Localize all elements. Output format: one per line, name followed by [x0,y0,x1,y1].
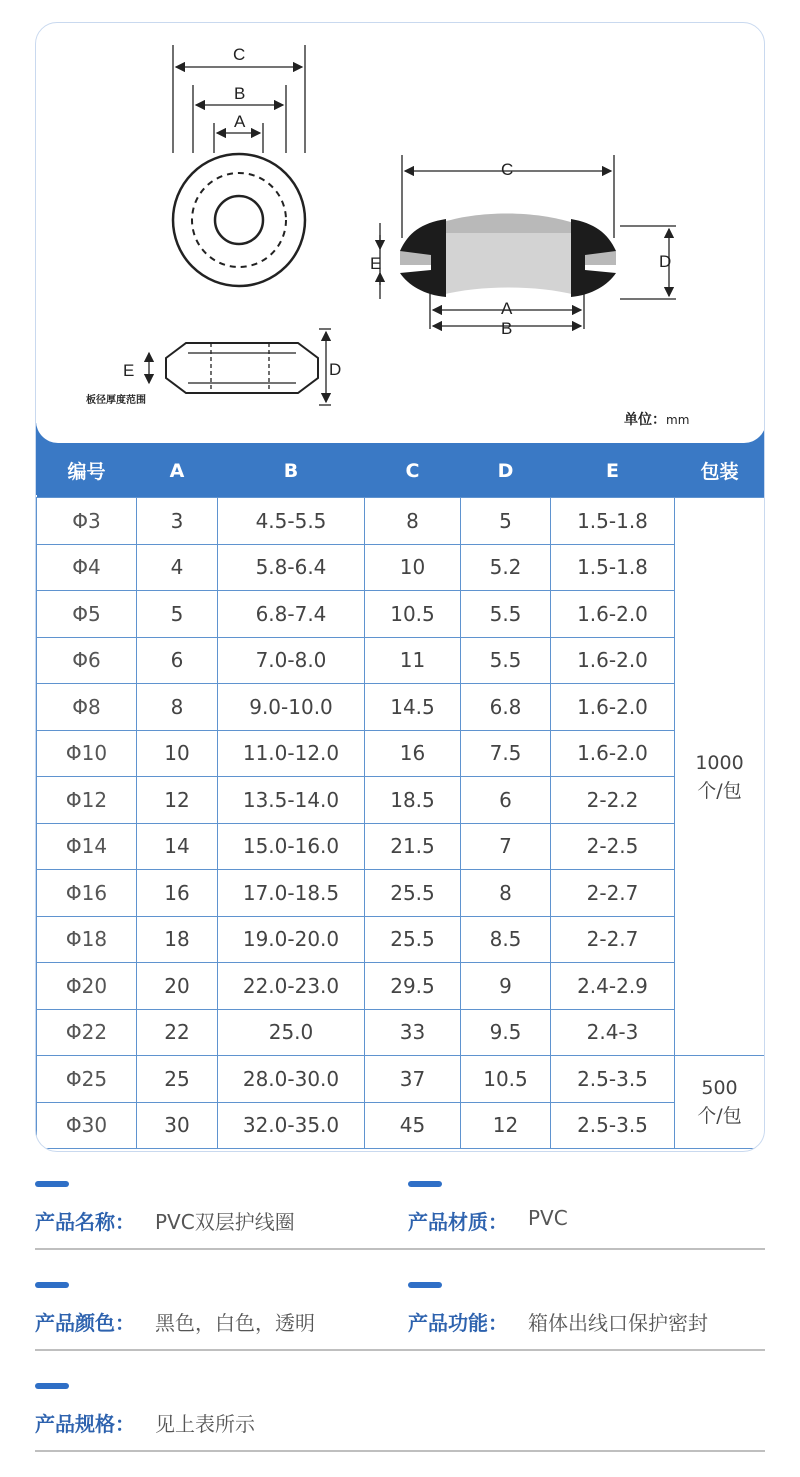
cell-b: 19.0-20.0 [218,916,365,963]
cell-code: Φ4 [37,544,137,591]
cell-e: 1.5-1.8 [551,498,675,545]
cell-d: 9.5 [461,1009,551,1056]
cell-d: 12 [461,1102,551,1149]
label-d-side: D [329,360,342,379]
table-body [37,498,765,1149]
cell-code: Φ3 [37,498,137,545]
accent-bar [35,1383,69,1389]
col-header-e: E [551,444,675,498]
cell-code: Φ25 [37,1056,137,1103]
cell-c: 21.5 [365,823,461,870]
cell-e: 2-2.2 [551,777,675,824]
label-b-section: B [501,319,513,338]
cell-code: Φ14 [37,823,137,870]
cell-a: 22 [137,1009,218,1056]
cell-a: 25 [137,1056,218,1103]
unit-value: mm [666,413,690,427]
cell-code: Φ6 [37,637,137,684]
cell-code: Φ12 [37,777,137,824]
cell-e: 2.5-3.5 [551,1102,675,1149]
cell-e: 2-2.7 [551,916,675,963]
cell-b: 15.0-16.0 [218,823,365,870]
cell-b: 11.0-12.0 [218,730,365,777]
cell-d: 6 [461,777,551,824]
accent-bar [35,1282,69,1288]
cell-c: 37 [365,1056,461,1103]
packing-unit: 个/包 [697,1105,742,1127]
cell-b: 6.8-7.4 [218,591,365,638]
packing-qty: 1000 [695,751,744,774]
packing-unit: 个/包 [697,779,742,802]
col-header-c: C [365,444,461,498]
cell-a: 14 [137,823,218,870]
divider [35,1450,765,1452]
cell-code: Φ16 [37,870,137,917]
cell-a: 8 [137,684,218,731]
cell-code: Φ5 [37,591,137,638]
label-a-top: A [234,112,246,131]
cell-b: 5.8-6.4 [218,544,365,591]
accent-bar [408,1181,442,1187]
table-row [37,1056,765,1103]
table-row [37,544,765,591]
cell-e: 1.6-2.0 [551,637,675,684]
cell-b: 28.0-30.0 [218,1056,365,1103]
table-row [37,637,765,684]
cell-a: 5 [137,591,218,638]
table-row [37,684,765,731]
cell-e: 2-2.5 [551,823,675,870]
table-row [37,730,765,777]
cell-packing [675,498,765,1056]
label-d-section: D [659,252,672,271]
cell-b: 7.0-8.0 [218,637,365,684]
table-row [37,498,765,545]
cell-e: 1.6-2.0 [551,684,675,731]
spec-label: 产品名称： [35,1210,135,1234]
cell-b: 22.0-23.0 [218,963,365,1010]
label-b-top: B [234,84,246,103]
product-card [35,22,765,1152]
spec-row-2 [35,1276,765,1376]
grommet-drawing [36,23,765,443]
table-row [37,823,765,870]
cell-a: 6 [137,637,218,684]
table-row [37,1009,765,1056]
cell-code: Φ18 [37,916,137,963]
cell-a: 30 [137,1102,218,1149]
divider [35,1248,765,1250]
cell-a: 20 [137,963,218,1010]
accent-bar [408,1282,442,1288]
table-row [37,1102,765,1149]
cell-d: 9 [461,963,551,1010]
cell-code: Φ22 [37,1009,137,1056]
cell-d: 5 [461,498,551,545]
unit-note [624,409,689,429]
divider [35,1349,765,1351]
cell-d: 8 [461,870,551,917]
spec-value: 见上表所示 [155,1412,255,1436]
label-c-top: C [233,45,246,64]
col-header-d: D [461,444,551,498]
cell-a: 16 [137,870,218,917]
col-header-code: 编号 [37,444,137,498]
cell-c: 25.5 [365,916,461,963]
table-row [37,963,765,1010]
label-e-section: E [370,254,382,273]
label-c-section: C [501,160,514,179]
spec-value: PVC [528,1206,568,1230]
cell-a: 4 [137,544,218,591]
spec-label: 产品功能： [408,1311,508,1335]
cell-code: Φ8 [37,684,137,731]
col-header-b: B [218,444,365,498]
spec-label: 产品颜色： [35,1311,135,1335]
table-row [37,777,765,824]
spec-label: 产品材质： [408,1210,508,1234]
cell-e: 2-2.7 [551,870,675,917]
cell-c: 10.5 [365,591,461,638]
cell-a: 18 [137,916,218,963]
col-header-packing: 包装 [675,444,765,498]
cell-d: 7 [461,823,551,870]
table-row [37,916,765,963]
spec-row-1 [35,1175,765,1275]
cell-e: 2.4-2.9 [551,963,675,1010]
cell-b: 32.0-35.0 [218,1102,365,1149]
cell-a: 12 [137,777,218,824]
label-a-section: A [501,299,513,318]
cell-a: 3 [137,498,218,545]
cell-d: 5.5 [461,637,551,684]
cell-code: Φ10 [37,730,137,777]
spec-row-3 [35,1377,765,1477]
cell-d: 8.5 [461,916,551,963]
cell-e: 2.5-3.5 [551,1056,675,1103]
label-e-side: E [123,361,135,380]
spec-value: 箱体出线口保护密封 [528,1311,708,1335]
cell-b: 9.0-10.0 [218,684,365,731]
cell-e: 1.6-2.0 [551,730,675,777]
cell-d: 6.8 [461,684,551,731]
cell-d: 5.2 [461,544,551,591]
cell-c: 8 [365,498,461,545]
cell-a: 10 [137,730,218,777]
cell-c: 45 [365,1102,461,1149]
cell-c: 25.5 [365,870,461,917]
cell-b: 4.5-5.5 [218,498,365,545]
spec-value: 黑色，白色，透明 [155,1311,315,1335]
packing-qty: 500 [701,1077,738,1099]
cell-c: 11 [365,637,461,684]
unit-label: 单位： [624,412,666,428]
dimension-diagram [36,23,765,443]
table-header-row [37,444,765,498]
cell-b: 13.5-14.0 [218,777,365,824]
spec-value: PVC双层护线圈 [155,1210,295,1234]
cell-c: 33 [365,1009,461,1056]
cell-c: 18.5 [365,777,461,824]
cell-code: Φ20 [37,963,137,1010]
cell-e: 2.4-3 [551,1009,675,1056]
cell-e: 1.5-1.8 [551,544,675,591]
cell-c: 16 [365,730,461,777]
table-row [37,870,765,917]
cell-b: 25.0 [218,1009,365,1056]
col-header-a: A [137,444,218,498]
cell-e: 1.6-2.0 [551,591,675,638]
panel-thickness-label: 板径厚度范围 [86,395,146,406]
cell-d: 10.5 [461,1056,551,1103]
cell-c: 10 [365,544,461,591]
cell-d: 5.5 [461,591,551,638]
cell-b: 17.0-18.5 [218,870,365,917]
cell-c: 14.5 [365,684,461,731]
cell-c: 29.5 [365,963,461,1010]
spec-label: 产品规格： [35,1412,135,1436]
spec-table [36,444,765,1149]
accent-bar [35,1181,69,1187]
cell-packing [675,1056,765,1149]
cell-code: Φ30 [37,1102,137,1149]
cell-d: 7.5 [461,730,551,777]
table-row [37,591,765,638]
